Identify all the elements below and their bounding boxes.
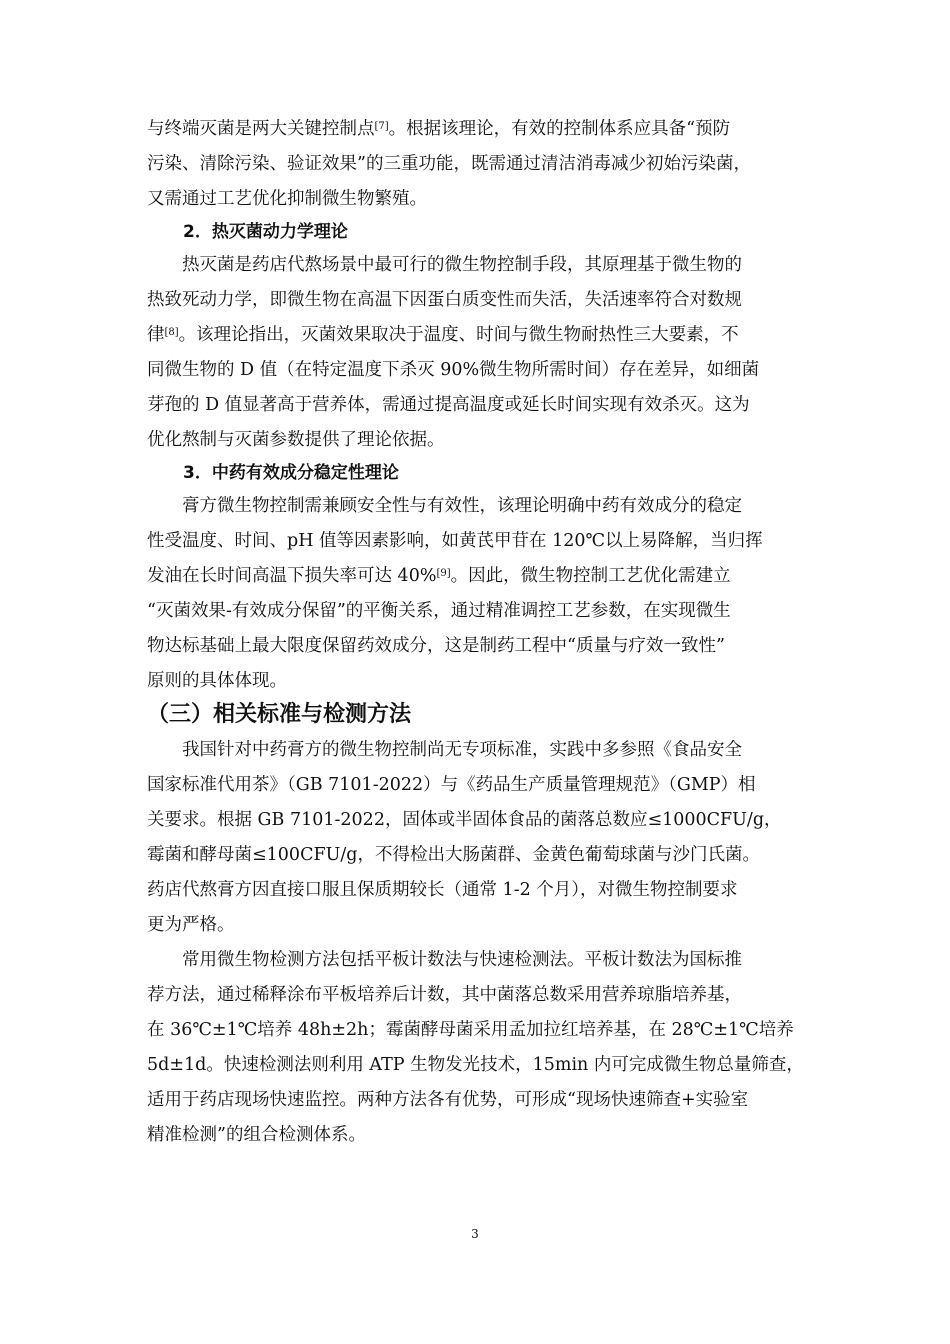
paragraph-line: 5d±1d。快速检测法则利用 ATP 生物发光技术，15min 内可完成微生物总量筛查，: [147, 1055, 804, 1075]
paragraph-line: 常用微生物检测方法包括平板计数法与快速检测法。平板计数法为国标推: [147, 950, 742, 970]
paragraph-line: 在 36℃±1℃培养 48h±2h；霉菌酵母菌采用孟加拉红培养基，在 28℃±1℃培养: [147, 1020, 794, 1040]
paragraph-line: 与终端灭菌是两大关键控制点[7]。根据该理论，有效的控制体系应具备“预防: [147, 119, 731, 139]
paragraph-line: 性受温度、时间、pH 值等因素影响，如黄芪甲苷在 120℃以上易降解，当归挥: [147, 531, 763, 551]
citation[interactable]: [8]: [164, 327, 179, 338]
subsection-heading: 3．中药有效成分稳定性理论: [183, 463, 399, 483]
section-heading: （三）相关标准与检测方法: [147, 702, 412, 727]
paragraph-line: 荐方法，通过稀释涂布平板培养后计数，其中菌落总数采用营养琼脂培养基，: [147, 985, 742, 1005]
citation[interactable]: [7]: [374, 121, 389, 132]
paragraph-line: 药店代熬膏方因直接口服且保质期较长（通常 1-2 个月），对微生物控制要求: [147, 880, 738, 900]
page-number: 3: [471, 1227, 479, 1241]
paragraph-line: 更为严格。: [147, 915, 235, 935]
paragraph-line: 精准检测”的组合检测体系。: [147, 1125, 366, 1145]
paragraph-line: 芽孢的 D 值显著高于营养体，需通过提高温度或延长时间实现有效杀灭。这为: [147, 395, 750, 415]
subsection-heading: 2．热灭菌动力学理论: [183, 222, 348, 242]
paragraph-line: 膏方微生物控制需兼顾安全性与有效性，该理论明确中药有效成分的稳定: [147, 496, 742, 516]
paragraph-line: 物达标基础上最大限度保留药效成分，这是制药工程中“质量与疗效一致性”: [147, 636, 725, 656]
paragraph-line: 适用于药店现场快速监控。两种方法各有优势，可形成“现场快速筛查+实验室: [147, 1090, 749, 1110]
paragraph-line: 污染、清除污染、验证效果”的三重功能，既需通过清洁消毒减少初始污染菌，: [147, 154, 751, 174]
paragraph-line: 热灭菌是药店代熬场景中最可行的微生物控制手段，其原理基于微生物的: [147, 255, 742, 275]
paragraph-line: 律[8]。该理论指出，灭菌效果取决于温度、时间与微生物耐热性三大要素，不: [147, 325, 739, 345]
paragraph-line: 国家标准代用茶》（GB 7101-2022）与《药品生产质量管理规范》（GMP）相: [147, 775, 756, 795]
paragraph-line: 霉菌和酵母菌≤100CFU/g，不得检出大肠菌群、金黄色葡萄球菌与沙门氏菌。: [147, 845, 760, 865]
paragraph-line: 发油在长时间高温下损失率可达 40%[9]。因此，微生物控制工艺优化需建立: [147, 566, 731, 586]
paragraph-line: 优化熬制与灭菌参数提供了理论依据。: [147, 430, 445, 450]
paragraph-line: 原则的具体体现。: [147, 671, 287, 691]
paragraph-line: 又需通过工艺优化抑制微生物繁殖。: [147, 189, 427, 209]
paragraph-line: 同微生物的 D 值（在特定温度下杀灭 90%微生物所需时间）存在差异，如细菌: [147, 360, 760, 380]
paragraph-line: “灭菌效果-有效成分保留”的平衡关系，通过精准调控工艺参数，在实现微生: [147, 601, 731, 621]
citation[interactable]: [9]: [436, 568, 451, 579]
paragraph-line: 我国针对中药膏方的微生物控制尚无专项标准，实践中多参照《食品安全: [147, 740, 742, 760]
paragraph-line: 热致死动力学，即微生物在高温下因蛋白质变性而失活，失活速率符合对数规: [147, 290, 742, 310]
paragraph-line: 关要求。根据 GB 7101-2022，固体或半固体食品的菌落总数应≤1000CFU/g，: [147, 810, 782, 830]
